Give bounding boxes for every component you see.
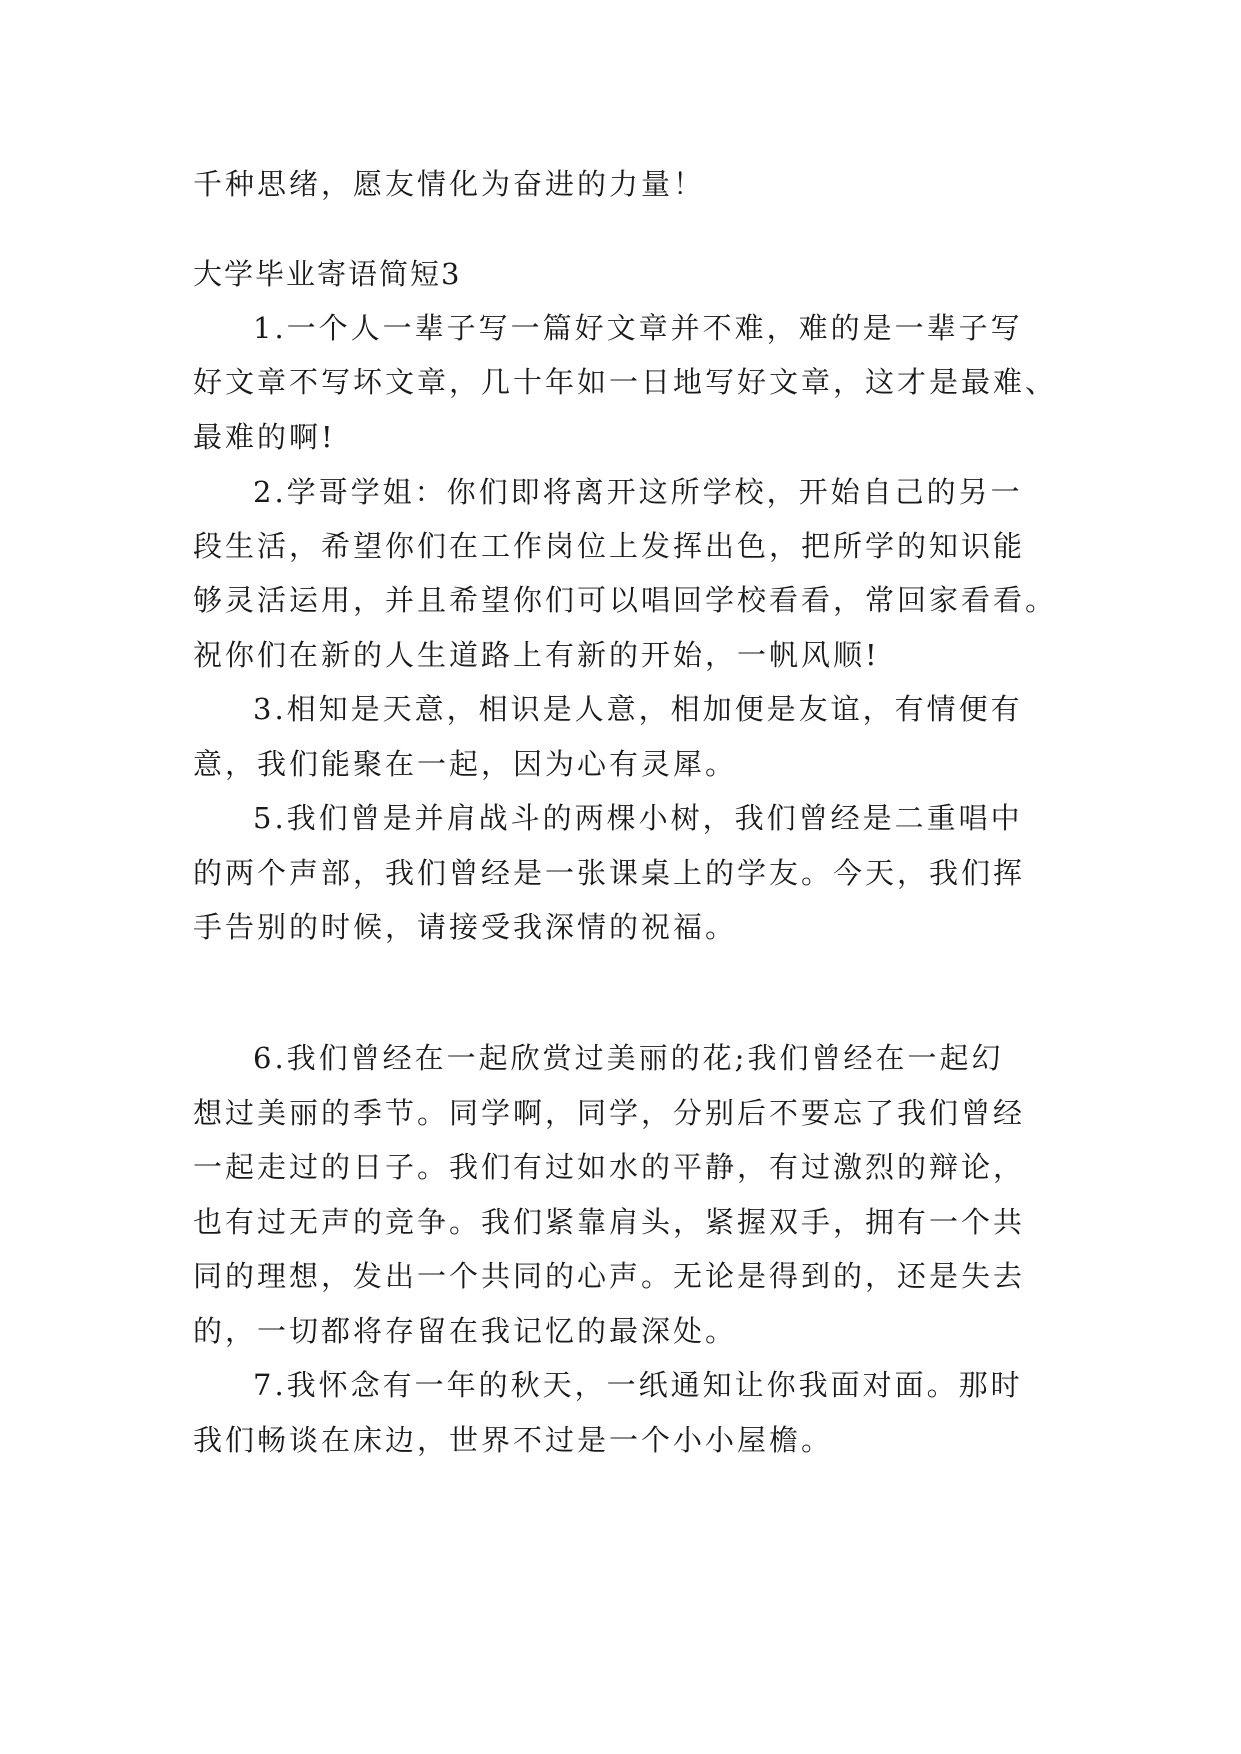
paragraph-line: 的，一切都将存留在我记忆的最深处。 (193, 1314, 738, 1348)
paragraph-line: 手告别的时候，请接受我深情的祝福。 (193, 910, 738, 944)
paragraph-line: 同的理想，发出一个共同的心声。无论是得到的，还是失去 (193, 1259, 1026, 1293)
paragraph-line: 意，我们能聚在一起，因为心有灵犀。 (193, 747, 738, 781)
paragraph-line: 祝你们在新的人生道路上有新的开始，一帆风顺! (193, 638, 880, 672)
paragraph-line: 2.学哥学姐：你们即将离开这所学校，开始自己的另一 (253, 475, 1023, 509)
paragraph-line: 5.我们曾是并肩战斗的两棵小树，我们曾经是二重唱中 (253, 801, 1023, 835)
paragraph-line: 6.我们曾经在一起欣赏过美丽的花;我们曾经在一起幻 (253, 1041, 1004, 1075)
intro-tail-line: 千种思绪，愿友情化为奋进的力量！ (193, 167, 706, 201)
paragraph-line: 的两个声部，我们曾经是一张课桌上的学友。今天，我们挥 (193, 856, 1026, 890)
paragraph-line: 想过美丽的季节。同学啊，同学，分别后不要忘了我们曾经 (193, 1096, 1026, 1130)
paragraph-line: 够灵活运用，并且希望你们可以唱回学校看看，常回家看看。 (193, 583, 1058, 617)
section-title: 大学毕业寄语简短3 (193, 257, 462, 291)
paragraph-line: 3.相知是天意，相识是人意，相加便是友谊，有情便有 (253, 692, 1023, 726)
paragraph-line: 也有过无声的竞争。我们紧靠肩头，紧握双手，拥有一个共 (193, 1205, 1026, 1239)
paragraph-line: 一起走过的日子。我们有过如水的平静，有过激烈的辩论， (193, 1150, 1026, 1184)
paragraph-line: 段生活，希望你们在工作岗位上发挥出色，把所学的知识能 (193, 529, 1026, 563)
paragraph-line: 1.一个人一辈子写一篇好文章并不难，难的是一辈子写 (253, 311, 1023, 345)
paragraph-line: 7.我怀念有一年的秋天，一纸通知让你我面对面。那时 (253, 1368, 1023, 1402)
paragraph-line: 最难的啊! (193, 420, 336, 454)
paragraph-line: 好文章不写坏文章，几十年如一日地写好文章，这才是最难、 (193, 365, 1058, 399)
paragraph-line: 我们畅谈在床边，世界不过是一个小小屋檐。 (193, 1423, 834, 1457)
